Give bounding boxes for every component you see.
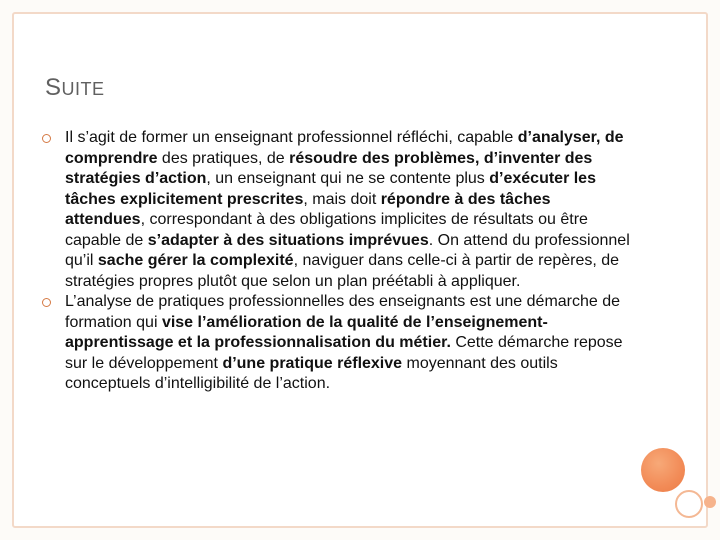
bullet-text — [65, 293, 623, 392]
bullet-text-emphasis: d’analyser, de comprendre — [65, 129, 624, 167]
bullet-item — [42, 292, 632, 395]
bullet-text-segment: des pratiques, de — [157, 149, 290, 167]
bullet-text-emphasis: d’exécuter les tâches explicitement prescrites — [65, 170, 596, 208]
bullet-text-segment: . On attend du professionnel qu’il — [65, 231, 630, 269]
bullet-text-emphasis: sache gérer la complexité — [97, 252, 294, 269]
slide-title-rest: UITE — [61, 79, 105, 99]
bullet-text-segment: moyennant des outils conceptuels d’intelligibilité de l’action. — [65, 354, 558, 392]
bullet-text-segment: Il s’agit de former un enseignant professionnel réfléchi, capable — [65, 129, 518, 146]
bullet-text-segment: , mais doit — [303, 190, 381, 208]
bullet-text-segment: Cette démarche repose sur le développement — [65, 334, 623, 372]
bullet-text-segment: , correspondant à des obligations implicites de résultats ou être capable de — [65, 211, 588, 249]
bullet-circle-icon — [42, 298, 51, 307]
decorative-large-orange-circle — [641, 448, 685, 492]
bullet-text-emphasis: vise l’amélioration de la qualité de l’enseignement-apprentissage et la professionnalisation du métier. — [65, 313, 548, 351]
bullet-list — [42, 128, 632, 395]
bullet-text — [65, 129, 630, 290]
bullet-circle-icon — [42, 134, 51, 143]
bullet-text-segment: , naviguer dans celle-ci à partir de repères, de stratégies propres plutôt que selon un plan préétabli à appliquer. — [65, 252, 620, 290]
bullet-text-emphasis: répondre à des tâches attendues — [65, 190, 551, 228]
slide-title — [45, 76, 105, 100]
bullet-text-emphasis: s’adapter à des situations imprévues — [147, 231, 429, 249]
slide-title-initial: S — [45, 74, 62, 101]
bullet-item — [42, 128, 632, 292]
bullet-text-emphasis: d’une pratique réflexive — [222, 354, 403, 372]
bullet-text-segment: L’analyse de pratiques professionnelles des enseignants est une démarche de formation qui — [65, 293, 621, 331]
bullet-text-emphasis: résoudre des problèmes, d’inventer des stratégies d’action — [65, 149, 593, 187]
bullet-text-segment: , un enseignant qui ne se contente plus — [206, 170, 490, 187]
decorative-small-circle — [704, 496, 716, 508]
decorative-ring-circle — [675, 490, 703, 518]
